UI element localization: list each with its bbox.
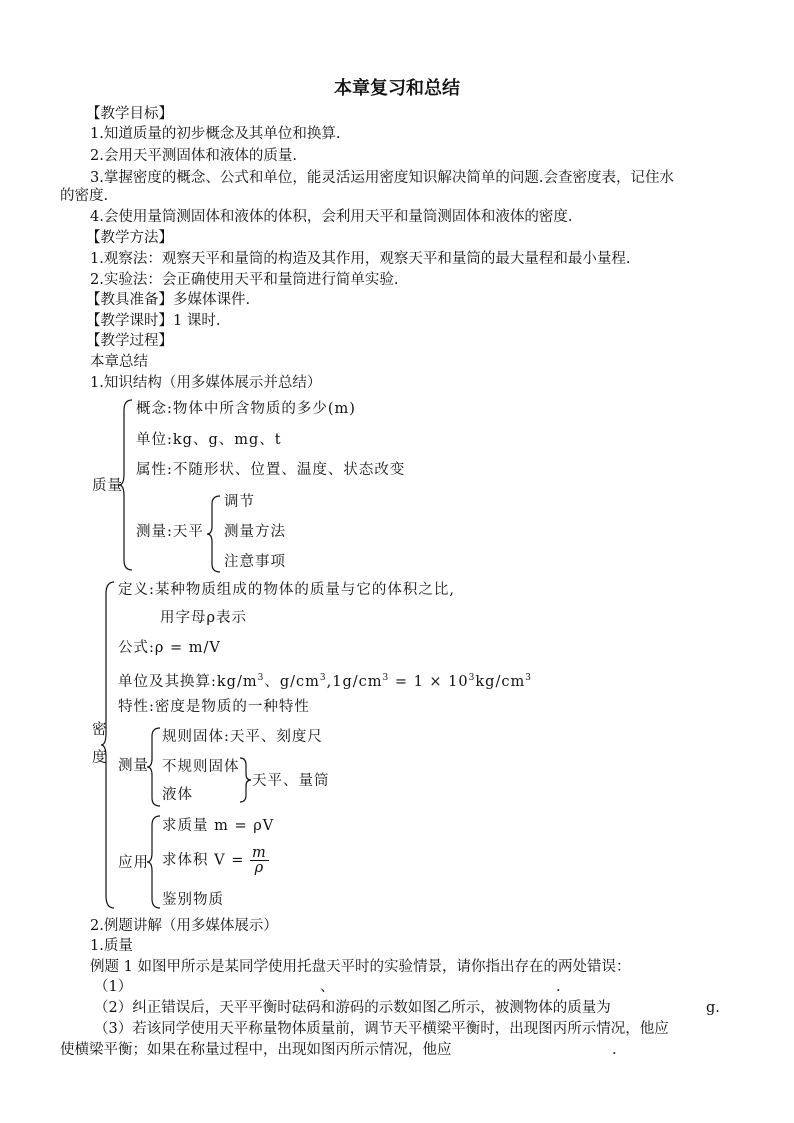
mass-measure-notes: 注意事项 <box>224 554 286 570</box>
mass-label: 质量 <box>92 478 123 494</box>
density-label-2: 度 <box>92 750 108 766</box>
mass-measure-adjust: 调节 <box>224 494 255 510</box>
examples-heading: 2.例题讲解（用多媒体展示） <box>90 918 278 934</box>
density-measure-irregular: 不规则固体 <box>162 759 240 775</box>
density-apply-volume: 求体积 V = $\frac{m}{\rho}$ <box>162 845 267 876</box>
example-1: 例题 1 如图甲所示是某同学使用托盘天平时的实验情景，请你指出存在的两处错误： <box>90 959 631 975</box>
structure-heading: 1.知识结构（用多媒体展示并总结） <box>90 375 322 391</box>
goal-3-line1: 3.掌握密度的概念、公式和单位，能灵活运用密度知识解决简单的问题.会查密度表，记住水 <box>90 170 674 186</box>
goal-3-line2: 的密度. <box>60 188 109 204</box>
mass-unit: 单位:kg、g、mg、t <box>136 432 282 448</box>
density-measure-regular: 规则固体:天平、刻度尺 <box>162 729 323 745</box>
density-units: 单位及其换算$:kg/m^3$、$g/cm^3,1g/cm^3 = 1 \times 10^3kg/cm^3$ <box>118 673 532 690</box>
density-apply: 应用 <box>118 855 149 871</box>
density-trait: 特性:密度是物质的一种特性 <box>118 699 310 715</box>
goal-4: 4.会使用量筒测固体和液体的体积，会利用天平和量筒测固体和液体的密度. <box>90 209 573 225</box>
summary-heading: 本章总结 <box>90 354 148 370</box>
density-apply-mass: 求质量 m = ρV <box>162 818 275 834</box>
density-apply-identify: 鉴别物质 <box>162 892 224 908</box>
mass-measure-method: 测量方法 <box>224 524 286 540</box>
goals-heading: 【教学目标】 <box>86 106 173 122</box>
question-1: （1） <box>94 979 133 995</box>
methods-heading: 【教学方法】 <box>86 230 173 246</box>
density-measure-tools: 天平、量筒 <box>252 773 330 789</box>
mass-measure: 测量:天平 <box>136 524 204 540</box>
goal-1: 1.知道质量的初步概念及其单位和换算. <box>90 126 341 142</box>
mass-property: 属性:不随形状、位置、温度、状态改变 <box>136 462 406 478</box>
mass-concept: 概念:物体中所含物质的多少(m) <box>136 401 356 417</box>
density-label-1: 密 <box>92 722 108 738</box>
density-formula: 公式:ρ = m/V <box>118 640 221 656</box>
density-measure-right-brace <box>238 756 252 804</box>
question-1-separator: 、 <box>320 979 335 995</box>
density-measure-liquid: 液体 <box>162 787 193 803</box>
prep-line: 【教具准备】多媒体课件. <box>86 292 251 308</box>
density-definition: 定义:某种物质组成的物体的质量与它的体积之比, <box>118 582 455 598</box>
density-definition-symbol: 用字母ρ表示 <box>160 610 248 626</box>
hours-line: 【教学课时】1 课时. <box>86 313 221 329</box>
page-title: 本章复习和总结 <box>334 78 460 99</box>
question-3-line1: （3）若该同学使用天平称量物体质量前，调节天平横梁平衡时，出现图丙所示情况，他应 <box>94 1021 669 1037</box>
density-apply-brace <box>146 814 162 910</box>
density-measure-brace <box>146 726 162 808</box>
density-measure: 测量 <box>118 758 149 774</box>
method-1: 1.观察法：观察天平和量筒的构造及其作用，观察天平和量筒的最大量程和最小量程. <box>90 251 631 267</box>
question-3-line2: 使横梁平衡；如果在称量过程中，出现如图丙所示情况，他应 <box>60 1042 452 1058</box>
mass-measure-brace <box>206 494 222 574</box>
density-brace <box>100 580 116 910</box>
method-2: 2.实验法：会正确使用天平和量筒进行简单实验. <box>90 272 399 288</box>
question-1-end: . <box>556 979 561 995</box>
mass-brace <box>118 398 134 572</box>
question-2: （2）纠正错误后，天平平衡时砝码和游码的示数如图乙所示，被测物体的质量为 <box>94 1000 611 1016</box>
question-2-end: g. <box>706 1000 720 1016</box>
question-3-end: . <box>612 1042 617 1058</box>
examples-sub: 1.质量 <box>90 938 133 954</box>
process-heading: 【教学过程】 <box>86 333 173 349</box>
goal-2: 2.会用天平测固体和液体的质量. <box>90 148 297 164</box>
